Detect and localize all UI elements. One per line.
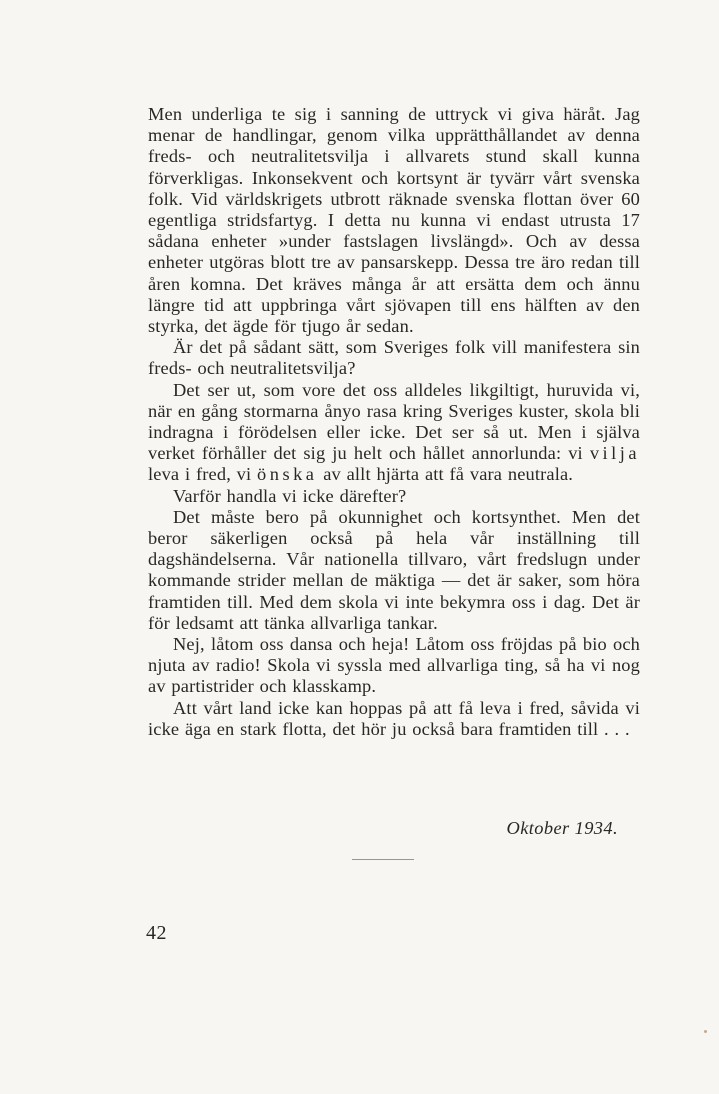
paragraph-5-text: Det måste bero på okunnighet och kortsynthet. Men det beror säkerligen också på hela vår inställning till dagshändelserna. Vår nationella tillvaro, vårt fredslugn under kommande strider mellan de mäktiga — det är saker, som höra framtiden till. Med dem skola vi inte bekymra oss i dag. Det är för ledsamt att tänka allvarliga tankar. [148,506,640,633]
spaced-word-vilja: vilja [589,443,640,464]
paragraph-4 [148,486,640,507]
paragraph-7 [148,698,640,740]
section-divider [352,859,414,860]
paragraph-1-text: Men underliga te sig i sanning de uttryck vi giva häråt. Jag menar de handlingar, genom vilka upprätthållandet av denna freds- och neutralitetsvilja i allvarets stund skall kunna förverkligas. Inkonsekvent och kortsynt är tyvärr vårt svenska folk. Vid världskrigets utbrott räknade svenska flottan över 60 egentliga stridsfartyg. I detta nu kunna vi endast utrusta 17 sådana enheter »under fastslagen livslängd». Och av dessa enheter utgöras blott tre av pansarskepp. Dessa tre äro redan till åren komna. Det kräves många år att ersätta dem och ännu längre tid att uppbringa vårt sjövapen till ens hälften av den styrka, det ägde för tjugo år sedan. [148,104,640,337]
paragraph-6 [148,634,640,698]
paragraph-2-text: Är det på sådant sätt, som Sveriges folk vill manifestera sin freds- och neutralitetsvilja? [148,337,640,379]
date-line: Oktober 1934. [506,818,618,838]
paragraph-3 [148,380,640,486]
body-text [148,104,640,740]
paragraph-3-text-a: Det ser ut, som vore det oss alldeles likgiltigt, huruvida vi, när en gång stormarna ånyo rasa kring Sveriges kuster, skola bli indragna i förödelsen eller icke. Det ser så ut. Men i själva verket förhåller det sig ju helt och hållet annorlunda: vi [148,379,640,464]
paragraph-3-text-c: av allt hjärta att få vara neutrala. [317,464,574,485]
paragraph-3-text-b: leva i fred, vi [148,464,258,485]
paragraph-2 [148,337,640,379]
paragraph-7-text: Att vårt land icke kan hoppas på att få leva i fred, såvida vi icke äga en stark flotta, det hör ju också bara framtiden till . . . [148,697,640,739]
paragraph-6-text: Nej, låtom oss dansa och heja! Låtom oss fröjdas på bio och njuta av radio! Skola vi syssla med allvarliga ting, så ha vi nog av partistrider och klasskamp. [148,634,640,697]
paragraph-5 [148,507,640,634]
paragraph-4-text: Varför handla vi icke därefter? [173,485,407,506]
spaced-word-onska: önska [257,464,318,485]
paragraph-1 [148,104,640,337]
page-number: 42 [146,922,167,944]
paper-speck [704,1030,707,1033]
